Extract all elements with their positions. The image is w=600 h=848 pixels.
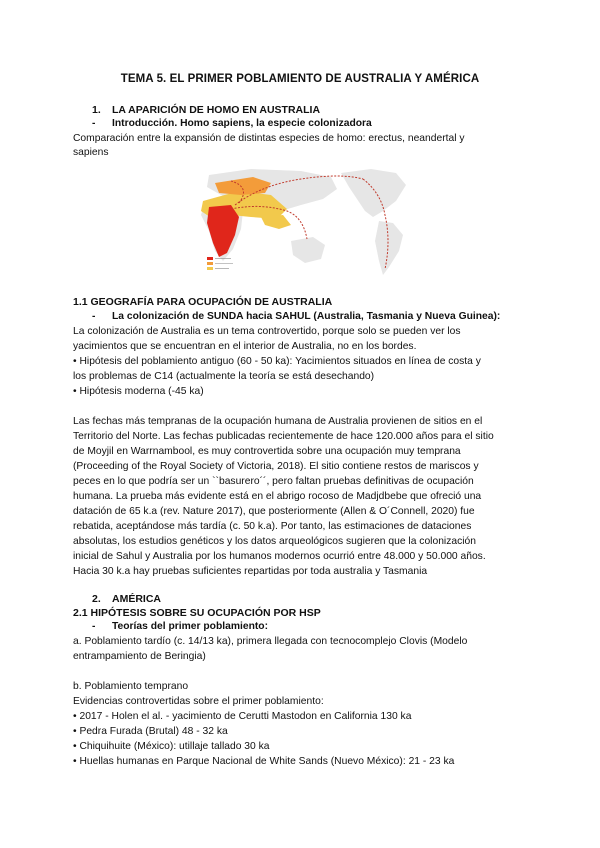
dash: - bbox=[92, 118, 96, 129]
section-2-heading bbox=[92, 592, 161, 606]
section-1-subheading bbox=[92, 117, 372, 131]
dash: - bbox=[92, 621, 96, 632]
late-settlement-line: a. Poblamiento tardío (c. 14/13 ka), primera llegada con tecnocomplejo Clovis (Modelo bbox=[73, 636, 468, 647]
paragraph-line: datación de 65 k.a (rev. Nature 2017), que posteriormente (Allen & O´Connell, 2020) fue bbox=[73, 506, 475, 517]
document-title: TEMA 5. EL PRIMER POBLAMIENTO DE AUSTRALIA Y AMÉRICA bbox=[120, 73, 480, 85]
section-1-1-subheading bbox=[92, 310, 500, 324]
early-settlement-heading: b. Poblamiento temprano bbox=[73, 681, 189, 692]
paragraph-line: humana. La prueba más evidente está en el abrigo rocoso de Madjdbebe que ofreció una bbox=[73, 491, 482, 502]
paragraph-line: Territorio del Norte. Las fechas publicadas recientemente de hace 120.000 años para el sitio bbox=[73, 431, 494, 442]
evidence-item: • 2017 - Holen el al. - yacimiento de Cerutti Mastodon en California 130 ka bbox=[73, 711, 412, 722]
section-1-subheading-text: Introducción. Homo sapiens, la especie colonizadora bbox=[112, 118, 372, 129]
evidence-item: • Pedra Furada (Brutal) 48 - 32 ka bbox=[73, 726, 228, 737]
bullet-line: los problemas de C14 (actualmente la teoría se está desechando) bbox=[73, 371, 375, 382]
section-1-heading bbox=[92, 103, 320, 117]
body-line: yacimientos que se encuentran en el interior de Australia, no en los bordes. bbox=[73, 341, 417, 352]
bullet-line: • Hipótesis del poblamiento antiguo (60 - 50 ka): Yacimientos situados en línea de costa y bbox=[73, 356, 481, 367]
intro-line: Comparación entre la expansión de distintas especies de homo: erectus, neandertal y bbox=[73, 133, 465, 144]
section-1-1-heading: 1.1 GEOGRAFÍA PARA OCUPACIÓN DE AUSTRALIA bbox=[73, 296, 333, 308]
paragraph-line: (Proceeding of the Royal Society of Victoria, 2018). El sitio contiene restos de mariscos y bbox=[73, 461, 479, 472]
evidence-item: • Huellas humanas en Parque Nacional de White Sands (Nuevo México): 21 - 23 ka bbox=[73, 756, 455, 767]
section-2-number: 2. bbox=[92, 593, 101, 605]
section-2-1-subheading-text: Teorías del primer poblamiento: bbox=[112, 621, 269, 632]
paragraph-line: rebatida, aceptándose más tardía (c. 50 k.a). Por tanto, las estimaciones de dataciones bbox=[73, 521, 472, 532]
section-2-1-subheading bbox=[92, 620, 268, 634]
section-2-title: AMÉRICA bbox=[112, 593, 161, 605]
intro-line: sapiens bbox=[73, 147, 109, 158]
legend-swatch-neandertal bbox=[207, 262, 213, 265]
paragraph-line: inicial de Sahul y Australia por los humanos modernos ocurrió entre 48.000 y 50.000 años. bbox=[73, 551, 486, 562]
dash: - bbox=[92, 311, 96, 322]
body-line: La colonización de Australia es un tema controvertido, porque solo se pueden ver los bbox=[73, 326, 461, 337]
section-2-1-heading: 2.1 HIPÓTESIS SOBRE SU OCUPACIÓN POR HSP bbox=[73, 607, 321, 619]
evidence-intro: Evidencias controvertidas sobre el primer poblamiento: bbox=[73, 696, 324, 707]
bullet-line: • Hipótesis moderna (-45 ka) bbox=[73, 386, 204, 397]
paragraph-line: Las fechas más tempranas de la ocupación humana de Australia provienen de sitios en el bbox=[73, 416, 483, 427]
section-1-title: LA APARICIÓN DE HOMO EN AUSTRALIA bbox=[112, 104, 321, 116]
evidence-item: • Chiquihuite (México): utillaje tallado 30 ka bbox=[73, 741, 270, 752]
legend-swatch-sapiens bbox=[207, 257, 213, 260]
paragraph-line: Hacia 30 k.a hay pruebas suficientes repartidas por toda australia y Tasmania bbox=[73, 566, 428, 577]
paragraph-line: de Moyjil en Warrnambool, es muy controvertida sobre una ocupación muy temprana bbox=[73, 446, 461, 457]
legend-swatch-erectus bbox=[207, 267, 213, 270]
section-1-number: 1. bbox=[92, 104, 101, 116]
late-settlement-line: entrampamiento de Beringia) bbox=[73, 651, 206, 662]
section-1-1-subheading-text: La colonización de SUNDA hacia SAHUL (Australia, Tasmania y Nueva Guinea): bbox=[112, 311, 501, 322]
hominin-expansion-world-map bbox=[191, 165, 414, 280]
paragraph-line: absolutas, los estudios genéticos y los datos arqueológicos sugieren que la colonización bbox=[73, 536, 476, 547]
paragraph-line: peces en lo que podría ser un ``basurero´´, pero faltan pruebas definitivas de ocupación bbox=[73, 476, 474, 487]
